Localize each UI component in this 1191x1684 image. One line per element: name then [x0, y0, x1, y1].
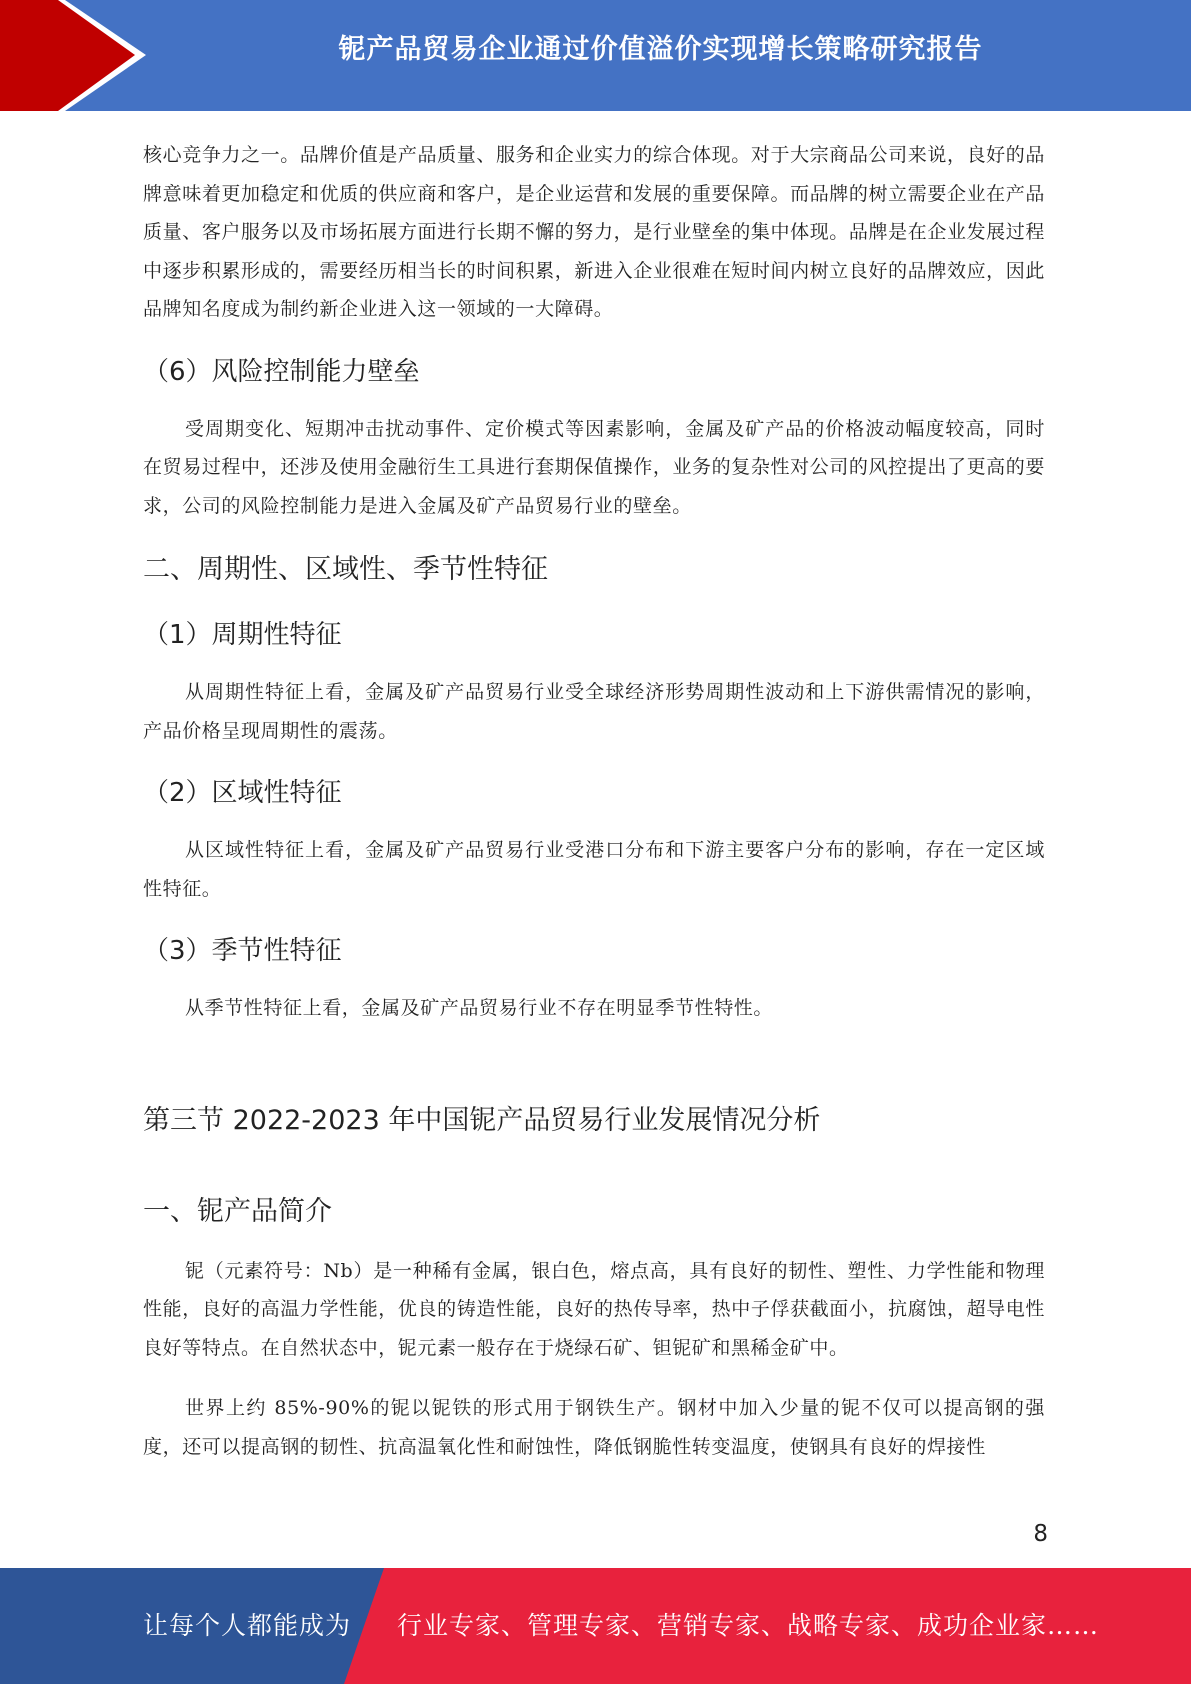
paragraph-risk-control: 受周期变化、短期冲击扰动事件、定价模式等因素影响，金属及矿产品的价格波动幅度较高，同时在贸易过程中，还涉及使用金融衍生工具进行套期保值操作，业务的复杂性对公司的风控提出了更高的要求，公司的风险控制能力是进入金属及矿产品贸易行业的壁垒。: [143, 417, 1045, 517]
footer-slogan-left: 让每个人都能成为: [143, 1611, 352, 1640]
heading-risk-control: （6）风险控制能力壁垒: [143, 356, 420, 387]
page-footer: [0, 1568, 1191, 1684]
report-title: 铌产品贸易企业通过价值溢价实现增长策略研究报告: [338, 34, 983, 65]
heading-section-two: 二、周期性、区域性、季节性特征: [143, 554, 548, 585]
footer-slogan-right: 行业专家、管理专家、营销专家、战略专家、成功企业家……: [397, 1611, 1100, 1640]
heading-section-three: 第三节 2022-2023 年中国铌产品贸易行业发展情况分析: [143, 1104, 821, 1136]
page-number: 8: [1033, 1521, 1048, 1547]
heading-niobium-intro: 一、铌产品简介: [143, 1195, 332, 1227]
heading-seasonality: （3）季节性特征: [143, 936, 342, 966]
header-arrow-decoration: [0, 0, 160, 111]
paragraph-seasonality: 从季节性特征上看，金属及矿产品贸易行业不存在明显季节性特性。: [185, 997, 774, 1019]
heading-cyclicality: （1）周期性特征: [143, 620, 342, 650]
page-content: [143, 136, 1045, 1466]
paragraph-niobium-intro-1: 铌（元素符号：Nb）是一种稀有金属，银白色，熔点高，具有良好的韧性、塑性、力学性能和物理性能，良好的高温力学性能，优良的铸造性能，良好的热传导率，热中子俘获截面小，抗腐蚀，超导电性良好等特点。在自然状态中，铌元素一般存在于烧绿石矿、钽铌矿和黑稀金矿中。: [143, 1259, 1045, 1359]
paragraph-brand: 核心竞争力之一。品牌价值是产品质量、服务和企业实力的综合体现。对于大宗商品公司来说，良好的品牌意味着更加稳定和优质的供应商和客户，是企业运营和发展的重要保障。而品牌的树立需要企业在产品质量、客户服务以及市场拓展方面进行长期不懈的努力，是行业壁垒的集中体现。品牌是在企业发展过程中逐步积累形成的，需要经历相当长的时间积累，新进入企业很难在短时间内树立良好的品牌效应，因此品牌知名度成为制约新企业进入这一领域的一大障碍。: [143, 144, 1045, 320]
paragraph-regionality: 从区域性特征上看，金属及矿产品贸易行业受港口分布和下游主要客户分布的影响，存在一定区域性特征。: [143, 839, 1045, 900]
paragraph-niobium-intro-2: 世界上约 85%-90%的铌以铌铁的形式用于钢铁生产。钢材中加入少量的铌不仅可以提高钢的强度，还可以提高钢的韧性、抗高温氧化性和耐蚀性，降低钢脆性转变温度，使钢具有良好的焊接性: [143, 1397, 1045, 1458]
heading-regionality: （2）区域性特征: [143, 778, 342, 808]
paragraph-cyclicality: 从周期性特征上看，金属及矿产品贸易行业受全球经济形势周期性波动和上下游供需情况的影响，产品价格呈现周期性的震荡。: [143, 681, 1045, 742]
page-header: [0, 0, 1191, 111]
